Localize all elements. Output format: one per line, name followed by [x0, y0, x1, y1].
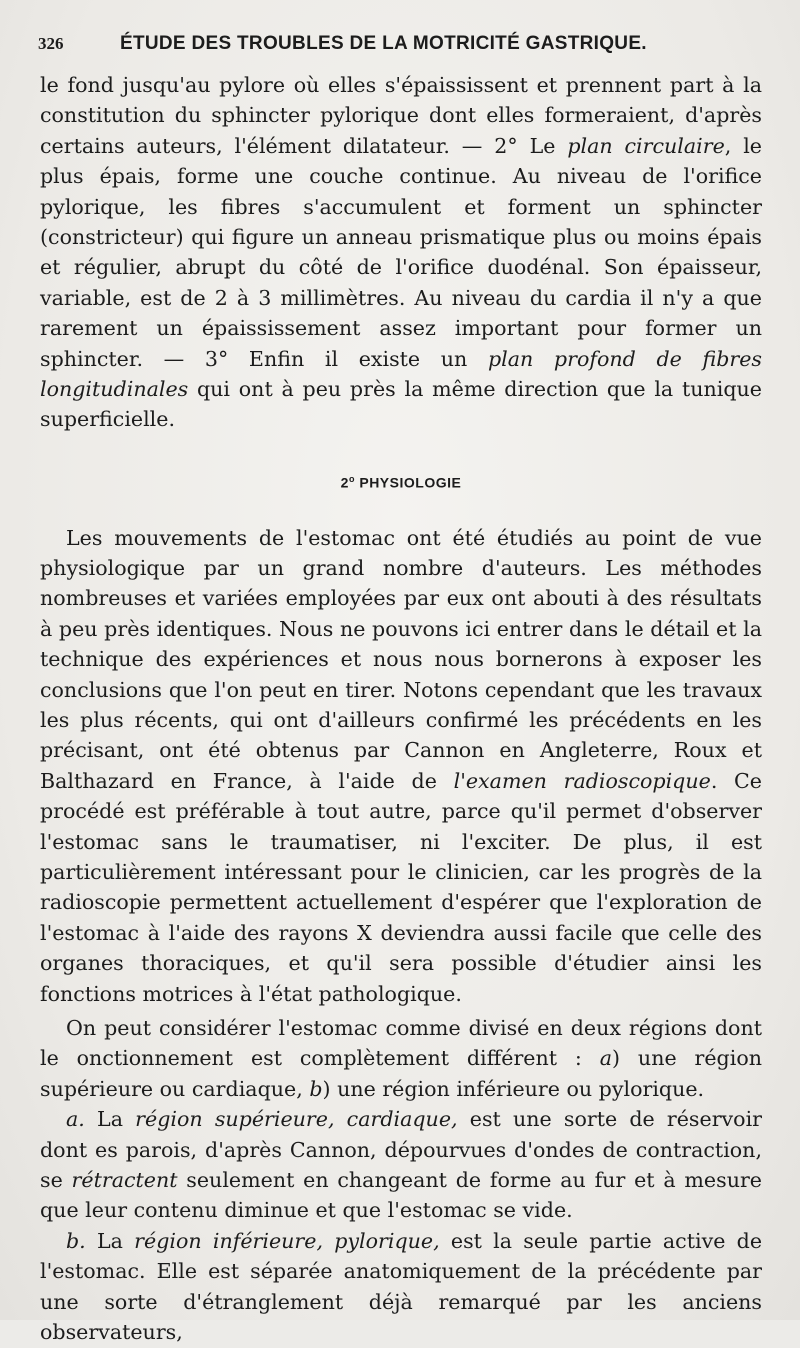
body-text — [40, 70, 762, 1348]
paragraph-upper-region: a. La région supérieure, cardiaque, est une sorte de réservoir dont es parois, d'après Cannon, dépourvues d'ondes de contraction, se rétractent seulement en changeant de forme au fur et à mesure que leur contenu diminue et que l'estomac se vide. — [40, 1107, 762, 1223]
paragraph-two-regions: On peut considérer l'estomac comme divisé en deux régions dont le onctionnement est complètement différent : a) une région supérieure ou cardiaque, b) une région inférieure ou pylorique. — [40, 1016, 762, 1101]
paragraph-lower-region: b. La région inférieure, pylorique, est la seule partie active de l'estomac. Elle est séparée anatomiquement de la précédente par une sorte d'étranglement déjà remarqué par les anciens observateurs, — [40, 1228, 763, 1345]
running-head: ÉTUDE DES TROUBLES DE LA MOTRICITÉ GASTRIQUE. — [120, 33, 647, 54]
page-number: 326 — [38, 34, 64, 53]
section-heading: 2$^o$ PHYSIOLOGIE — [340, 473, 462, 491]
page-header — [38, 30, 768, 64]
paragraph-physiology-intro: Les mouvements de l'estomac ont été étudiés au point de vue physiologique par un grand nombre d'auteurs. Les méthodes nombreuses et variées employées par eux ont abouti à des résultats à peu près identiques. Nous ne pouvons ici entrer dans le détail et la technique des expériences et nous nous bornerons à exposer les conclusions que l'on peut en tirer. Notons cependant que les travaux les plus récents, qui ont d'ailleurs confirmé les précédents en les précisant, ont été obtenus par Cannon en Angleterre, Roux et Balthazard en France, à l'aide de l'examen radioscopique. Ce procédé est préférable à tout autre, parce qu'il permet d'observer l'estomac sans le traumatiser, ni l'exciter. De plus, il est particulièrement intéressant pour le clinicien, car les progrès de la radioscopie permettent actuellement d'espérer que l'exploration de l'estomac à l'aide des rayons X deviendra aussi facile que celle des organes thoraciques, et qu'il sera possible d'étudier ainsi les fonctions motrices à l'état pathologique. — [40, 525, 762, 1006]
paragraph-muscle-layers: le fond jusqu'au pylore où elles s'épaississent et prennent part à la constitution du sphincter pylorique dont elles formeraient, d'après certains auteurs, l'élément dilatateur. — 2° Le plan circulaire, le plus épais, forme une couche continue. Au niveau de l'orifice pylorique, les fibres s'accumulent et forment un sphincter (constricteur) qui figure un anneau prismatique plus ou moins épais et régulier, abrupt du côté de l'orifice duodénal. Son épaisseur, variable, est de 2 à 3 millimètres. Au niveau du cardia il n'y a que rarement un épaississement assez important pour former un sphincter. — 3° Enfin il existe un plan profond de fibres longitudinales qui ont à peu près la même direction que la tunique superficielle. — [40, 73, 762, 432]
